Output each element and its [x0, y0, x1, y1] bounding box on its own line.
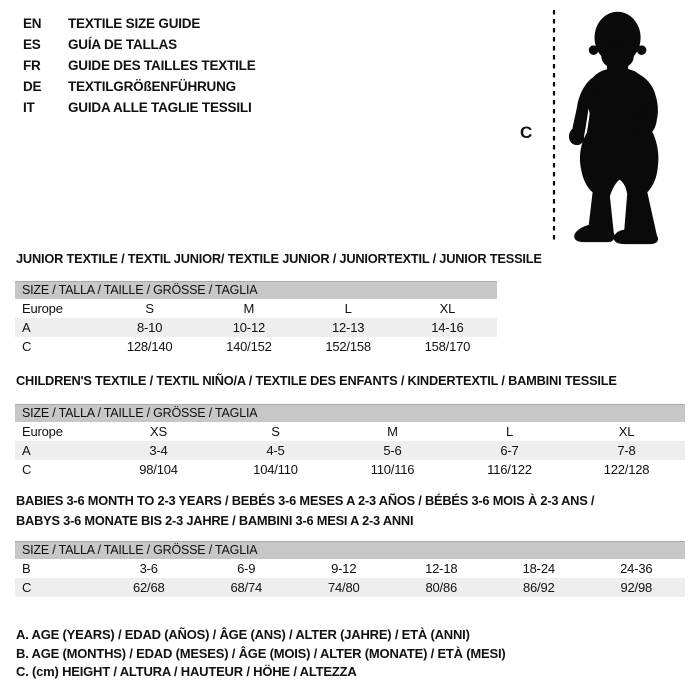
table-cell: 68/74: [230, 580, 263, 595]
table-cell: 116/122: [487, 462, 532, 477]
table-cell: L: [505, 424, 514, 439]
table-cell: XS: [150, 424, 167, 439]
row-label: A: [22, 320, 31, 335]
footnote-b: B. AGE (MONTHS) / EDAD (MESES) / ÂGE (MOIS) / ALTER (MONATE) / ETÀ (MESI): [16, 645, 506, 661]
table-cell: 152/158: [325, 339, 371, 354]
language-code: ES: [23, 37, 41, 52]
section-title-line: BABYS 3-6 MONATE BIS 2-3 JAHRE / BAMBINI 3-6 MESI A 2-3 ANNI: [16, 513, 414, 528]
table-row: [15, 578, 685, 597]
table-cell: 12-18: [425, 561, 458, 576]
row-label: C: [22, 580, 32, 595]
table-header-bar: SIZE / TALLA / TAILLE / GRÖSSE / TAGLIA: [15, 281, 497, 299]
table-cell: M: [387, 424, 398, 439]
section-title-junior: JUNIOR TEXTILE / TEXTIL JUNIOR/ TEXTILE JUNIOR / JUNIORTEXTIL / JUNIOR TESSILE: [16, 251, 542, 266]
table-cell: 110/116: [370, 462, 415, 477]
language-code: EN: [23, 16, 42, 31]
table-cell: 74/80: [327, 580, 360, 595]
table-cell: 62/68: [132, 580, 165, 595]
language-code: FR: [23, 58, 41, 73]
language-row: [23, 34, 256, 55]
section-title-babies: [16, 491, 594, 531]
table-cell: 140/152: [226, 339, 272, 354]
table-cell: 6-9: [237, 561, 256, 576]
junior-size-table: [15, 281, 497, 356]
footnotes: [16, 626, 506, 682]
table-cell: 3-6: [139, 561, 158, 576]
row-label: C: [22, 339, 32, 354]
table-cell: 14-16: [431, 320, 464, 335]
toddler-silhouette-figure: [512, 4, 700, 250]
table-cell: S: [271, 424, 280, 439]
table-cell: M: [243, 301, 255, 316]
language-title: TEXTILGRÖßENFÜHRUNG: [68, 79, 236, 94]
table-cell: 128/140: [126, 339, 173, 354]
table-cell: XL: [439, 301, 456, 316]
table-cell: 4-5: [266, 443, 285, 458]
table-cell: 9-12: [331, 561, 357, 576]
row-label: Europe: [22, 301, 63, 316]
row-label: C: [22, 462, 32, 477]
language-code: IT: [23, 100, 35, 115]
table-cell: 80/86: [425, 580, 458, 595]
table-row: [15, 422, 685, 441]
table-cell: 5-6: [383, 443, 402, 458]
table-cell: 6-7: [500, 443, 519, 458]
row-label: A: [22, 443, 31, 458]
language-row: [23, 76, 256, 97]
table-header-bar: SIZE / TALLA / TAILLE / GRÖSSE / TAGLIA: [15, 404, 685, 422]
children-size-table: [15, 404, 685, 479]
language-title: TEXTILE SIZE GUIDE: [68, 16, 201, 31]
row-label: B: [22, 561, 31, 576]
measure-c-label: C: [520, 123, 533, 142]
language-title: GUIDA ALLE TAGLIE TESSILI: [68, 100, 252, 115]
language-row: [23, 55, 256, 76]
language-code: DE: [23, 79, 42, 94]
table-row: [15, 299, 497, 318]
table-cell: 92/98: [620, 580, 653, 595]
table-cell: 3-4: [149, 443, 168, 458]
language-title: GUÍA DE TALLAS: [68, 37, 177, 52]
footnote-c: C. (cm) HEIGHT / ALTURA / HAUTEUR / HÖHE / ALTEZZA: [16, 664, 357, 679]
table-cell: 10-12: [232, 320, 265, 335]
table-cell: XL: [618, 424, 635, 439]
babies-size-table: [15, 541, 685, 597]
table-cell: 18-24: [522, 561, 555, 576]
table-cell: 8-10: [137, 320, 163, 335]
row-label: Europe: [22, 424, 63, 439]
toddler-silhouette: [569, 12, 658, 244]
footnote-a: A. AGE (YEARS) / EDAD (AÑOS) / ÂGE (ANS) / ALTER (JAHRE) / ETÀ (ANNI): [16, 627, 470, 642]
table-cell: 7-8: [617, 443, 636, 458]
table-cell: 12-13: [332, 320, 365, 335]
table-cell: S: [145, 301, 154, 316]
language-row: [23, 13, 256, 34]
table-row: [15, 441, 685, 460]
table-row: [15, 460, 685, 479]
section-title-children: CHILDREN'S TEXTILE / TEXTIL NIÑO/A / TEXTILE DES ENFANTS / KINDERTEXTIL / BAMBINI TESSILE: [16, 373, 617, 388]
table-cell: 158/170: [424, 339, 471, 354]
table-cell: 122/128: [603, 462, 650, 477]
language-list: [23, 13, 256, 118]
table-row: [15, 337, 497, 356]
language-row: [23, 97, 256, 118]
table-cell: 98/104: [139, 462, 178, 477]
table-cell: 86/92: [522, 580, 555, 595]
table-row: [15, 559, 685, 578]
table-header-bar: SIZE / TALLA / TAILLE / GRÖSSE / TAGLIA: [15, 541, 685, 559]
table-row: [15, 318, 497, 337]
table-cell: L: [344, 301, 352, 316]
language-title: GUIDE DES TAILLES TEXTILE: [68, 58, 256, 73]
table-cell: 104/110: [253, 462, 298, 477]
section-title-line: BABIES 3-6 MONTH TO 2-3 YEARS / BEBÉS 3-6 MESES A 2-3 AÑOS / BÉBÉS 3-6 MOIS À 2-3 ANS /: [16, 493, 595, 508]
table-cell: 24-36: [620, 561, 653, 576]
